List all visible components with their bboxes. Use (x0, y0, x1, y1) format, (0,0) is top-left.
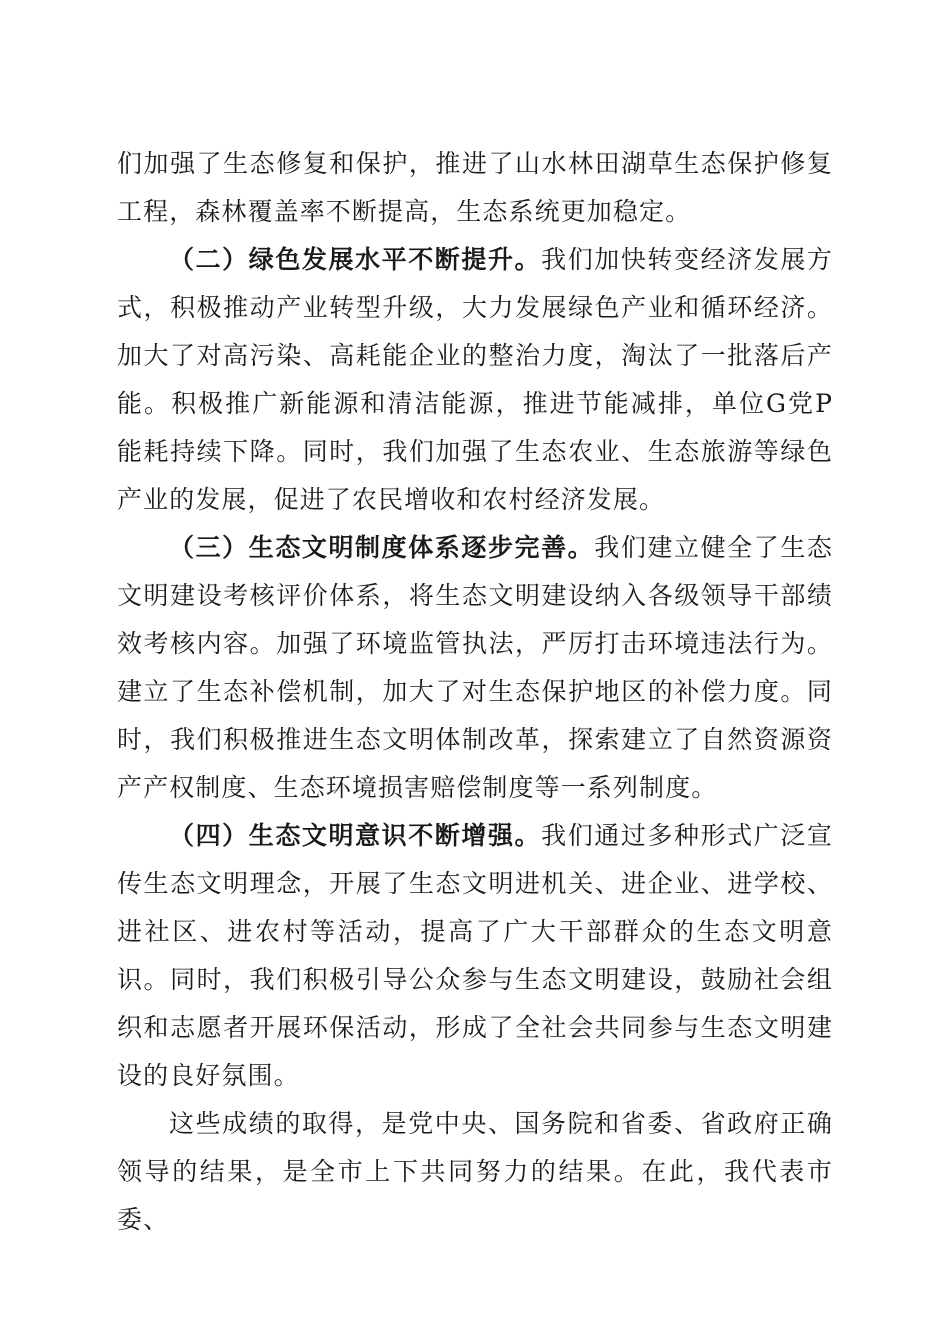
paragraph-text: 这些成绩的取得，是党中央、国务院和省委、省政府正确领导的结果，是全市上下共同努力的结果。在此，我代表市委、 (117, 1109, 833, 1234)
paragraph-institutional-system (117, 524, 833, 812)
paragraph-heading: （二）绿色发展水平不断提升。 (169, 245, 542, 274)
paragraph-text: 我们通过多种形式广泛宣传生态文明理念，开展了生态文明进机关、进企业、进学校、进社区、进农村等活动，提高了广大干部群众的生态文明意识。同时，我们积极引导公众参与生态文明建设，鼓励社会组织和志愿者开展环保活动，形成了全社会共同参与生态文明建设的良好氛围。 (117, 821, 833, 1090)
paragraph-ecological-awareness (117, 812, 833, 1100)
paragraph-heading: （三）生态文明制度体系逐步完善。 (169, 533, 595, 562)
paragraph-text: 们加强了生态修复和保护，推进了山水林田湖草生态保护修复工程，森林覆盖率不断提高，生态系统更加稳定。 (117, 149, 833, 226)
paragraph-continued (117, 140, 833, 236)
paragraph-heading: （四）生态文明意识不断增强。 (169, 821, 542, 850)
paragraph-text: 我们加快转变经济发展方式，积极推动产业转型升级，大力发展绿色产业和循环经济。加大了对高污染、高耗能企业的整治力度，淘汰了一批落后产能。积极推广新能源和清洁能源，推进节能减排，单位G党P能耗持续下降。同时，我们加强了生态农业、生态旅游等绿色产业的发展，促进了农民增收和农村经济发展。 (117, 245, 833, 514)
document-body (117, 140, 833, 1244)
paragraph-text: 我们建立健全了生态文明建设考核评价体系，将生态文明建设纳入各级领导干部绩效考核内容。加强了环境监管执法，严厉打击环境违法行为。建立了生态补偿机制，加大了对生态保护地区的补偿力度。同时，我们积极推进生态文明体制改革，探索建立了自然资源资产产权制度、生态环境损害赔偿制度等一系列制度。 (117, 533, 833, 802)
paragraph-green-development (117, 236, 833, 524)
paragraph-achievements (117, 1100, 833, 1244)
